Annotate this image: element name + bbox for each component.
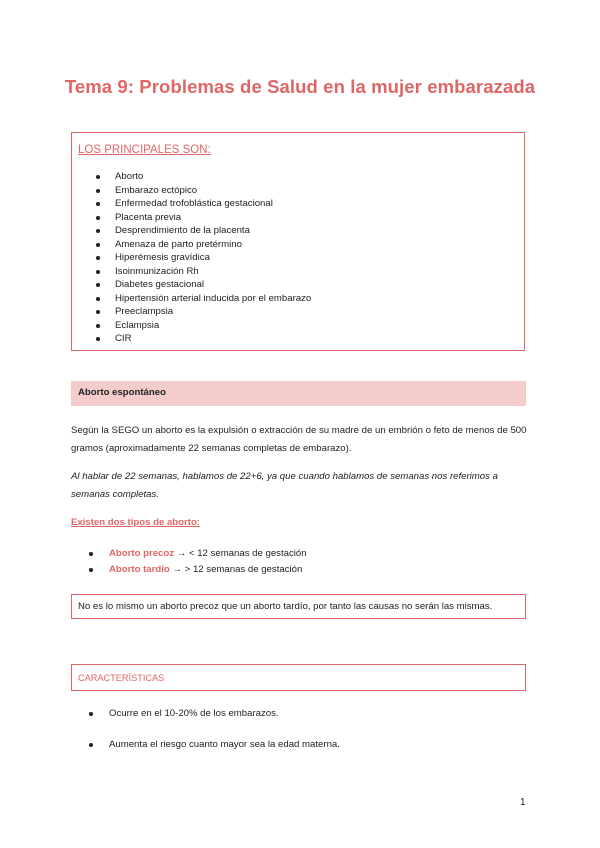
type-desc: → < 12 semanas de gestación xyxy=(174,548,307,559)
type-term: Aborto tardío xyxy=(109,564,170,575)
italic-note-paragraph: Al hablar de 22 semanas, hablamos de 22+6, ya que cuando hablamos de semanas nos referimos a semanas completas. xyxy=(71,471,498,500)
note-text: No es lo mismo un aborto precoz que un aborto tardío, por tanto las causas no serán las mismas. xyxy=(78,601,493,612)
list-item: Isoinmunización Rh xyxy=(72,265,311,279)
caracteristicas-box xyxy=(71,664,526,691)
list-item: Diabetes gestacional xyxy=(72,278,311,292)
types-list xyxy=(0,546,307,578)
list-item: Enfermedad trofoblástica gestacional xyxy=(72,197,311,211)
principales-heading: LOS PRINCIPALES SON: xyxy=(78,144,211,156)
section-title: Aborto espontáneo xyxy=(78,387,166,398)
list-item: Desprendimiento de la placenta xyxy=(72,224,311,238)
note-box xyxy=(71,594,526,619)
list-item: CIR xyxy=(72,332,311,346)
list-item: Hipertensión arterial inducida por el embarazo xyxy=(72,292,311,306)
list-item: Aumenta el riesgo cuanto mayor sea la edad materna. xyxy=(0,737,340,768)
list-item: Hiperémesis gravídica xyxy=(72,251,311,265)
caracteristicas-list xyxy=(0,706,340,768)
principales-list xyxy=(72,170,311,346)
list-item: Embarazo ectópico xyxy=(72,184,311,198)
list-item xyxy=(0,546,307,562)
type-desc: → > 12 semanas de gestación xyxy=(169,564,303,575)
type-term: Aborto precoz xyxy=(109,548,175,559)
page-number: 1 xyxy=(520,797,526,808)
list-item: Placenta previa xyxy=(72,211,311,225)
list-item: Preeclampsia xyxy=(72,305,311,319)
definition-paragraph: Según la SEGO un aborto es la expulsión o extracción de su madre de un embrión o feto de menos de 500 gramos (aproximadamente 22 semanas completas de embarazo). xyxy=(71,425,527,454)
list-item xyxy=(0,562,307,578)
principales-box xyxy=(71,132,525,351)
caracteristicas-heading: CARACTERÍSTICAS xyxy=(78,673,165,683)
list-item: Ocurre en el 10-20% de los embarazos. xyxy=(0,706,340,737)
list-item: Aborto xyxy=(72,170,311,184)
page-title: Tema 9: Problemas de Salud en la mujer embarazada xyxy=(64,76,536,97)
section-heading-bar xyxy=(71,381,526,406)
types-heading: Existen dos tipos de aborto: xyxy=(71,517,200,528)
list-item: Eclampsia xyxy=(72,319,311,333)
list-item: Amenaza de parto pretérmino xyxy=(72,238,311,252)
